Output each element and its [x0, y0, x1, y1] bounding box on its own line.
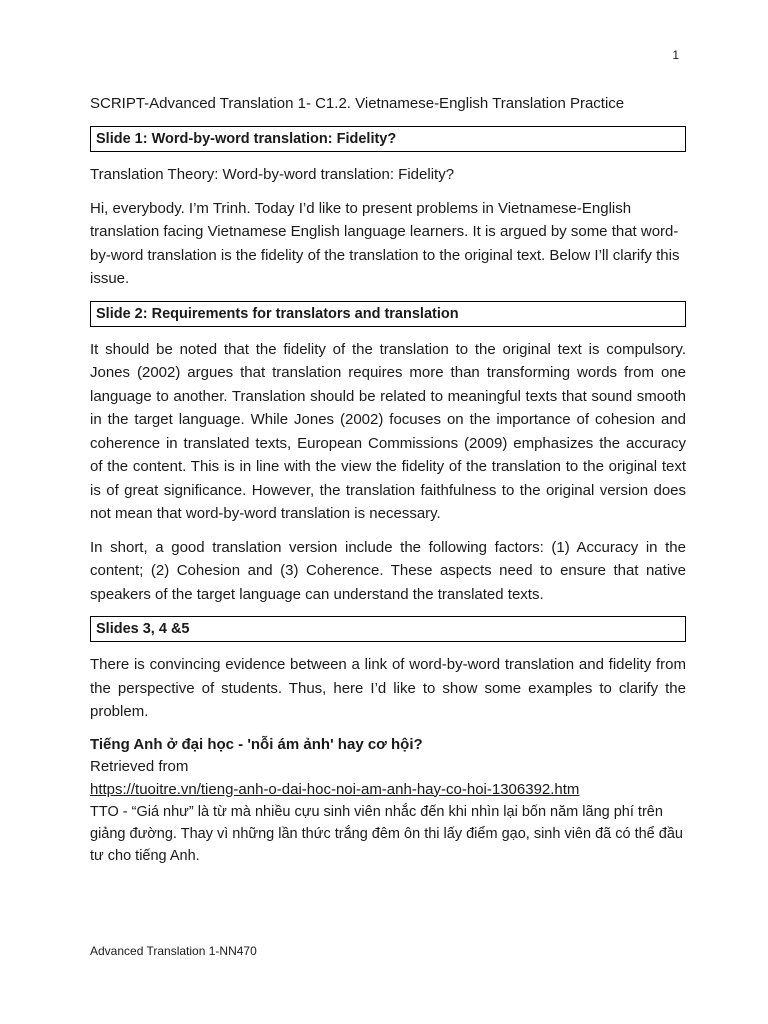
slide-2-paragraph-1: It should be noted that the fidelity of the translation to the original text is compulsory. Jones (2002) argues that translation requires more than transforming words from one language to another. Translation should be related to meaningful texts that sound smooth in the target language. While Jones (2002) focuses on the importance of cohesion and coherence in translated texts, European Commissions (2009) emphasizes the accuracy of the content. This is in line with the view the fidelity of the translation to the original text is of great significance. However, the translation faithfulness to the original version does not mean that word-by-word translation is necessary. [90, 340, 686, 522]
retrieved-label: Retrieved from [90, 758, 189, 775]
slide-1-subtitle: Translation Theory: Word-by-word translation: Fidelity? [90, 166, 455, 183]
source-excerpt: TTO - “Giá như” là từ mà nhiều cựu sinh viên nhắc đến khi nhìn lại bốn năm lãng phí trên giảng đường. Thay vì những lần thức trắng đêm ôn thi lấy điểm gạo, sinh viên đã có thể đầu tư cho tiếng Anh. [90, 804, 683, 864]
page-number: 1 [672, 48, 679, 62]
slides-3-4-5-heading: Slides 3, 4 &5 [90, 616, 686, 642]
source-citation [90, 734, 686, 802]
document-title: SCRIPT-Advanced Translation 1- C1.2. Vietnamese-English Translation Practice [90, 95, 625, 112]
slide-1-heading: Slide 1: Word-by-word translation: Fidelity? [90, 126, 686, 152]
slide-2-heading: Slide 2: Requirements for translators and translation [90, 301, 686, 327]
page-footer: Advanced Translation 1-NN470 [90, 944, 257, 958]
slide-1-paragraph: Hi, everybody. I’m Trinh. Today I’d like to present problems in Vietnamese-English translation facing Vietnamese English language learners. It is argued by some that word-by-word translation is the fidelity of the translation to the original text. Below I’ll clarify this issue. [90, 199, 680, 287]
source-link[interactable]: https://tuoitre.vn/tieng-anh-o-dai-hoc-noi-am-anh-hay-co-hoi-1306392.htm [90, 780, 580, 798]
source-heading: Tiếng Anh ở đại học - 'nỗi ám ảnh' hay cơ hội? [90, 735, 423, 753]
slides-3-4-5-paragraph: There is convincing evidence between a link of word-by-word translation and fidelity from the perspective of students. Thus, here I’d like to show some examples to clarify the problem. [90, 656, 686, 720]
slide-2-paragraph-2: In short, a good translation version include the following factors: (1) Accuracy in the content; (2) Cohesion and (3) Coherence. These aspects need to ensure that native speakers of the target language can understand the translated texts. [90, 538, 686, 603]
document-body [90, 92, 686, 867]
